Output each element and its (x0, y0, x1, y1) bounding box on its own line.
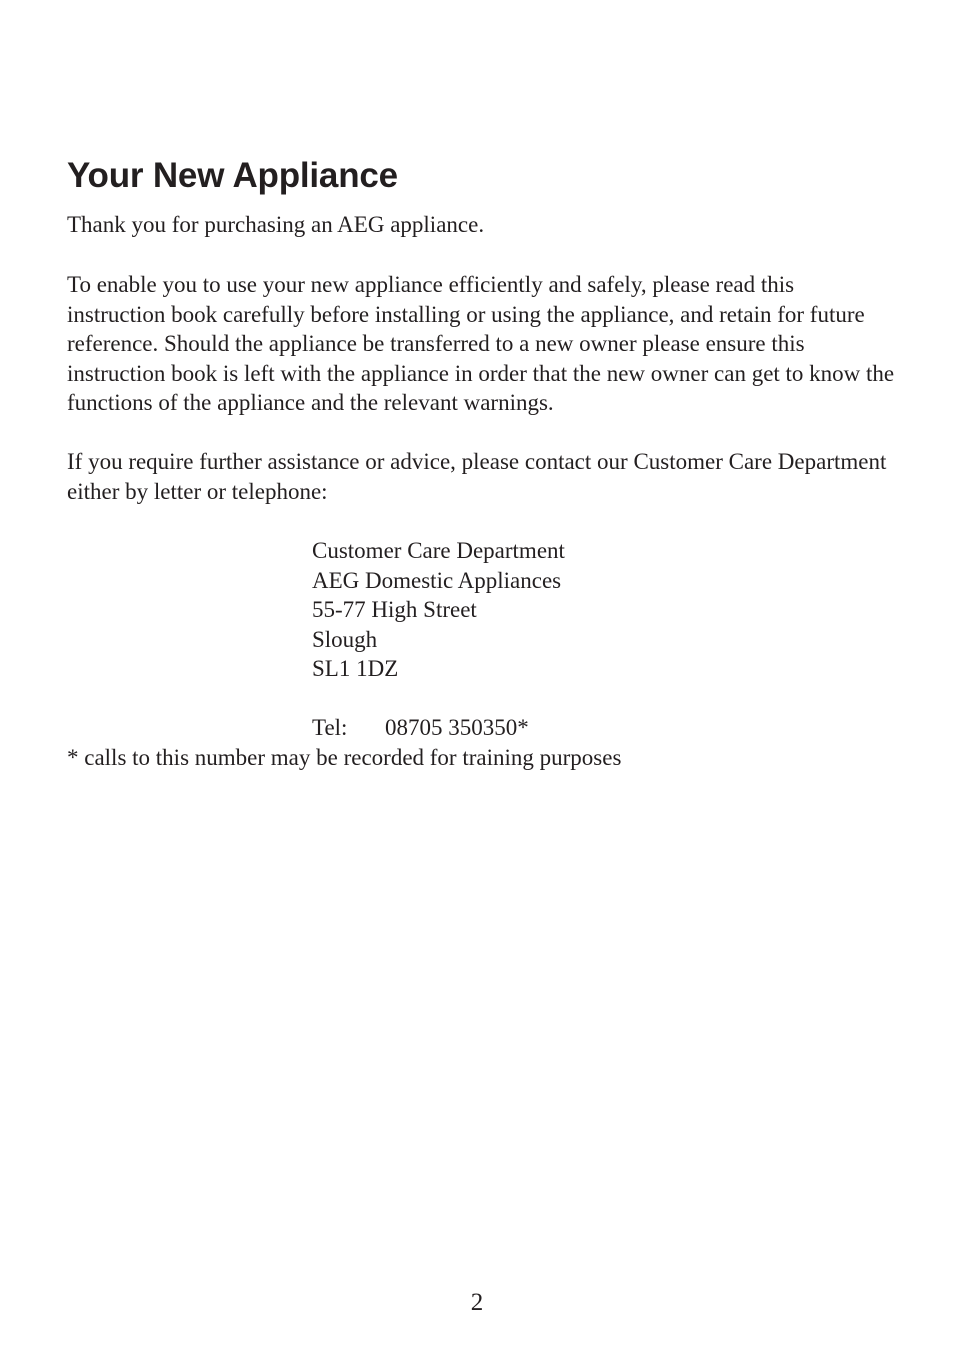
address-line: Customer Care Department (312, 538, 565, 563)
footnote: * calls to this number may be recorded for training purposes (67, 745, 622, 770)
telephone-label: Tel: (312, 715, 348, 740)
address-line: Slough (312, 626, 378, 652)
instructions-paragraph: To enable you to use your new appliance efficiently and safely, please read this instruction book carefully before installing or using the appliance, and retain for future reference. Should the appliance be transferred to a new owner please ensure this instruction book is left with the appliance in order that the new owner can get to know the functions of the appliance and the relevant warnings. (67, 272, 895, 415)
assistance-paragraph: If you require further assistance or advice, please contact our Customer Care Department either by letter or telephone: (67, 449, 887, 504)
address-line: 55-77 High Street (312, 597, 477, 622)
telephone-line (312, 713, 529, 743)
intro-paragraph: Thank you for purchasing an AEG appliance. (67, 212, 485, 237)
telephone-number: 08705 350350* (385, 715, 529, 740)
page-number: 2 (470, 1289, 484, 1316)
address-line: SL1 1DZ (312, 656, 399, 681)
address-line: AEG Domestic Appliances (312, 567, 562, 593)
page-title: Your New Appliance (67, 156, 398, 195)
customer-care-address (312, 536, 565, 684)
